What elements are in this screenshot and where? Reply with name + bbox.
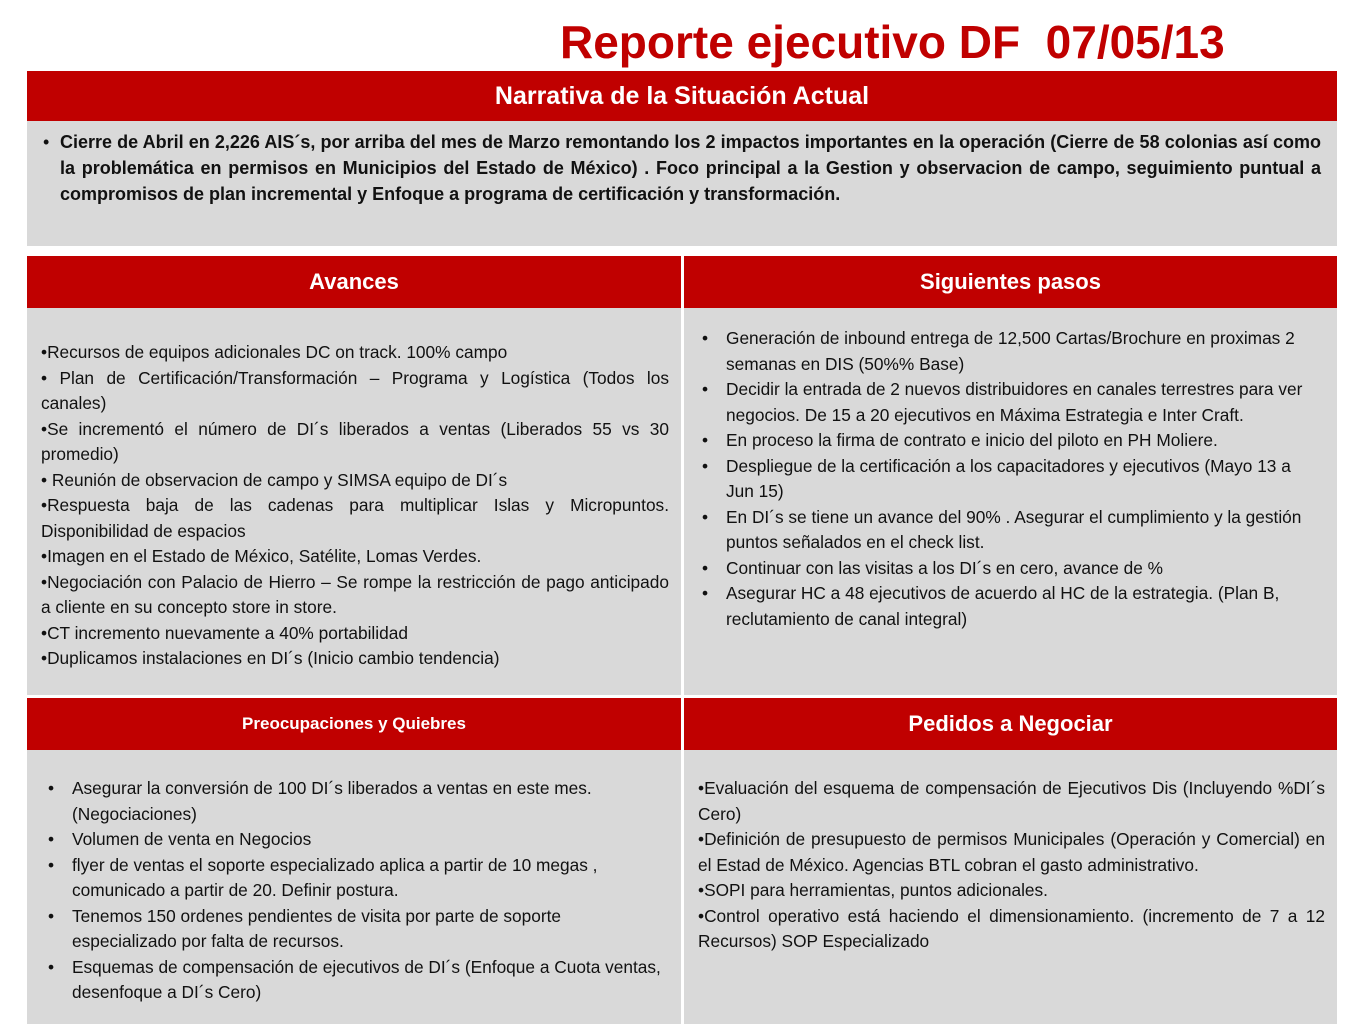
avances-item: • Reunión de observacion de campo y SIMSA equipo de DI´s <box>41 468 669 494</box>
preocupaciones-item: • Volumen de venta en Negocios <box>42 827 667 853</box>
narrativa-header: Narrativa de la Situación Actual <box>27 71 1337 121</box>
pedidos-item: • Definición de presupuesto de permisos Municipales (Operación y Comercial) en el Estad de México. Agencias BTL cobran el gasto administrativo. <box>698 827 1325 878</box>
preocupaciones-item: • Tenemos 150 ordenes pendientes de visita por parte de soporte especializado por falta de recursos. <box>42 904 667 955</box>
preocupaciones-item: • Esquemas de compensación de ejecutivos de DI´s (Enfoque a Cuota ventas, desenfoque a DI´s Cero) <box>42 955 667 1006</box>
avances-item: • CT incremento nuevamente a 40% portabilidad <box>41 621 669 647</box>
avances-header: Avances <box>27 256 681 308</box>
siguientes-pasos-item: • Continuar con las visitas a los DI´s en cero, avance de % <box>696 556 1321 582</box>
siguientes-pasos-item: • Asegurar HC a 48 ejecutivos de acuerdo al HC de la estrategia. (Plan B, reclutamiento de canal integral) <box>696 581 1321 632</box>
siguientes-pasos-item: • En DI´s se tiene un avance del 90% . Asegurar el cumplimiento y la gestión puntos señalados en el check list. <box>696 505 1321 556</box>
siguientes-pasos-header: Siguientes pasos <box>684 256 1337 308</box>
siguientes-pasos-item: • Despliegue de la certificación a los capacitadores y ejecutivos (Mayo 13 a Jun 15) <box>696 454 1321 505</box>
avances-item: • Plan de Certificación/Transformación – Programa y Logística (Todos los canales) <box>41 366 669 417</box>
pedidos-panel <box>684 750 1337 1024</box>
preocupaciones-header: Preocupaciones y Quiebres <box>27 698 681 750</box>
narrativa-panel <box>27 121 1337 246</box>
siguientes-pasos-item: • Generación de inbound entrega de 12,500 Cartas/Brochure en proximas 2 semanas en DIS (50%% Base) <box>696 326 1321 377</box>
avances-item: • Se incrementó el número de DI´s liberados a ventas (Liberados 55 vs 30 promedio) <box>41 417 669 468</box>
pedidos-item: • SOPI para herramientas, puntos adicionales. <box>698 878 1325 904</box>
siguientes-pasos-item: • Decidir la entrada de 2 nuevos distribuidores en canales terrestres para ver negocios. De 15 a 20 ejecutivos en Máxima Estrategia e Inter Craft. <box>696 377 1321 428</box>
page-title: Reporte ejecutivo DF 07/05/13 <box>560 16 1225 68</box>
narrativa-text: • Cierre de Abril en 2,226 AIS´s, por arriba del mes de Marzo remontando los 2 impactos importantes en la operación (Cierre de 58 colonias así como la problemática en permisos en Municipios del Estado de México) . Foco principal a la Gestion y observacion de campo, seguimiento puntual a compromisos de plan incremental y Enfoque a programa de certificación y transformación. <box>43 129 1321 207</box>
avances-item: • Imagen en el Estado de México, Satélite, Lomas Verdes. <box>41 544 669 570</box>
preocupaciones-item: • Asegurar la conversión de 100 DI´s liberados a ventas en este mes. (Negociaciones) <box>42 776 667 827</box>
pedidos-item: • Evaluación del esquema de compensación de Ejecutivos Dis (Incluyendo %DI´s Cero) <box>698 776 1325 827</box>
avances-item: • Respuesta baja de las cadenas para multiplicar Islas y Micropuntos. Disponibilidad de espacios <box>41 493 669 544</box>
pedidos-header: Pedidos a Negociar <box>684 698 1337 750</box>
avances-panel <box>27 308 681 695</box>
siguientes-pasos-item: • En proceso la firma de contrato e inicio del piloto en PH Moliere. <box>696 428 1321 454</box>
preocupaciones-item: • flyer de ventas el soporte especializado aplica a partir de 10 megas , comunicado a partir de 20. Definir postura. <box>42 853 667 904</box>
avances-item: • Duplicamos instalaciones en DI´s (Inicio cambio tendencia) <box>41 646 669 672</box>
siguientes-pasos-panel <box>684 308 1337 695</box>
preocupaciones-panel <box>27 750 681 1024</box>
avances-item: • Recursos de equipos adicionales DC on track. 100% campo <box>41 340 669 366</box>
avances-item: • Negociación con Palacio de Hierro – Se rompe la restricción de pago anticipado a cliente en su concepto store in store. <box>41 570 669 621</box>
pedidos-item: • Control operativo está haciendo el dimensionamiento. (incremento de 7 a 12 Recursos) SOP Especializado <box>698 904 1325 955</box>
